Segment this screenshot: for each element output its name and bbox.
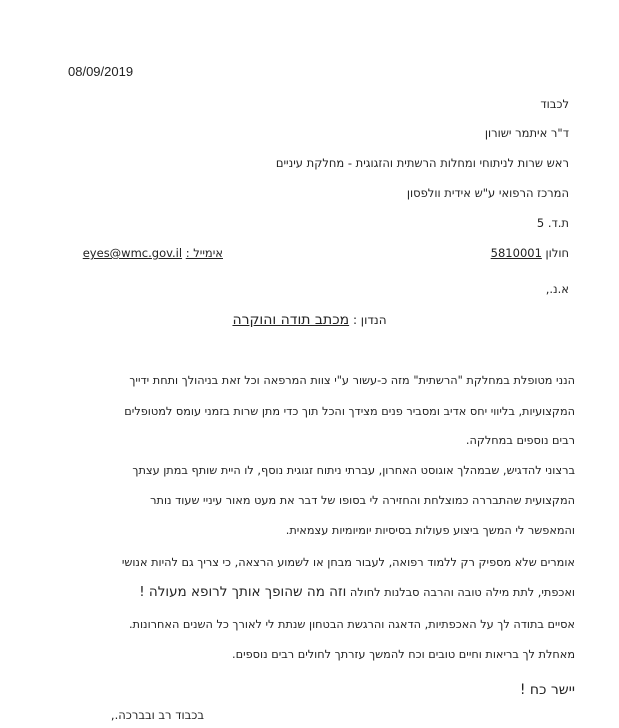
- recipient-role: ראש שרות לניתוחי ומחלות הרשתית והזגוגית - מחלקת עיניים: [275, 156, 569, 170]
- body-line: ברצוני להדגיש, שבמהלך אוגוסט האחרון, עברתי ניתוח זגוגית נוסף, לו היית שותף במתן עצתך: [132, 464, 575, 477]
- recipient-name: ד"ר איתמר ישורון: [484, 126, 569, 140]
- recipient-pobox: ת.ד. 5: [536, 216, 569, 230]
- body-text: ואכפתי, לתת מילה טובה והרבה סבלנות לחולה: [349, 586, 575, 599]
- body-line: אומרים שלא מספיק רק ללמוד רפואה, לעבור מבחן או לשמוע הרצאה, כי צריך גם להיות אנושי: [121, 556, 575, 569]
- subject-line: [0, 312, 619, 328]
- salutation: א.נ.,: [545, 282, 569, 296]
- phone-value: 5810001: [490, 246, 542, 260]
- body-emphasis: וזה מה שהופך אותך לרופא מעולה !: [139, 584, 347, 600]
- body-line: [139, 584, 575, 600]
- body-line: המקצועיות, בליווי יחס אדיב ומסביר פנים מצידך והכל תוך כדי מתן שרות בזמני עומס למטופלים: [124, 405, 575, 418]
- sign-off: בכבוד רב ובברכה.,: [110, 708, 204, 722]
- body-line: המקצועית שהתבררה כמוצלחת והחזירה לי בסופו של דבר את מעט מאור עיניי שעוד נותר: [150, 494, 575, 507]
- body-line: רבים נוספים במחלקה.: [465, 434, 575, 447]
- closing-thanks: יישר כח !: [519, 682, 575, 698]
- phone-label: חולון: [545, 246, 569, 260]
- recipient-phone: [491, 246, 569, 260]
- subject-label: הנדון :: [352, 313, 387, 327]
- body-line: אסיים בתודה לך על האכפתיות, הדאגה והרגשת הבטחון שנתת לי לאורך כל השנים האחרונות.: [128, 618, 575, 631]
- letter-date: 08/09/2019: [68, 64, 134, 79]
- subject-value: מכתב תודה והוקרה: [232, 312, 350, 328]
- body-line: הנני מטופלת במחלקת "הרשתית" מזה כ-עשור ע"י צוות המרפאה וכל זאת בניהולך ותחת ידייך: [129, 374, 575, 387]
- email-label: אימייל :: [185, 246, 223, 260]
- body-line: והמאפשר לי המשך ביצוע פעולות בסיסיות יומיומיות עצמאית.: [285, 524, 575, 537]
- recipient-to: לכבוד: [540, 97, 569, 111]
- email-value[interactable]: eyes@wmc.gov.il: [82, 246, 183, 260]
- recipient-hospital: המרכז הרפואי ע"ש אידית וולפסון: [406, 186, 569, 200]
- recipient-email: [82, 246, 223, 260]
- body-line: מאחלת לך בריאות וחיים טובים וכח להמשך עזרתך לחולים רבים נוספים.: [232, 648, 575, 661]
